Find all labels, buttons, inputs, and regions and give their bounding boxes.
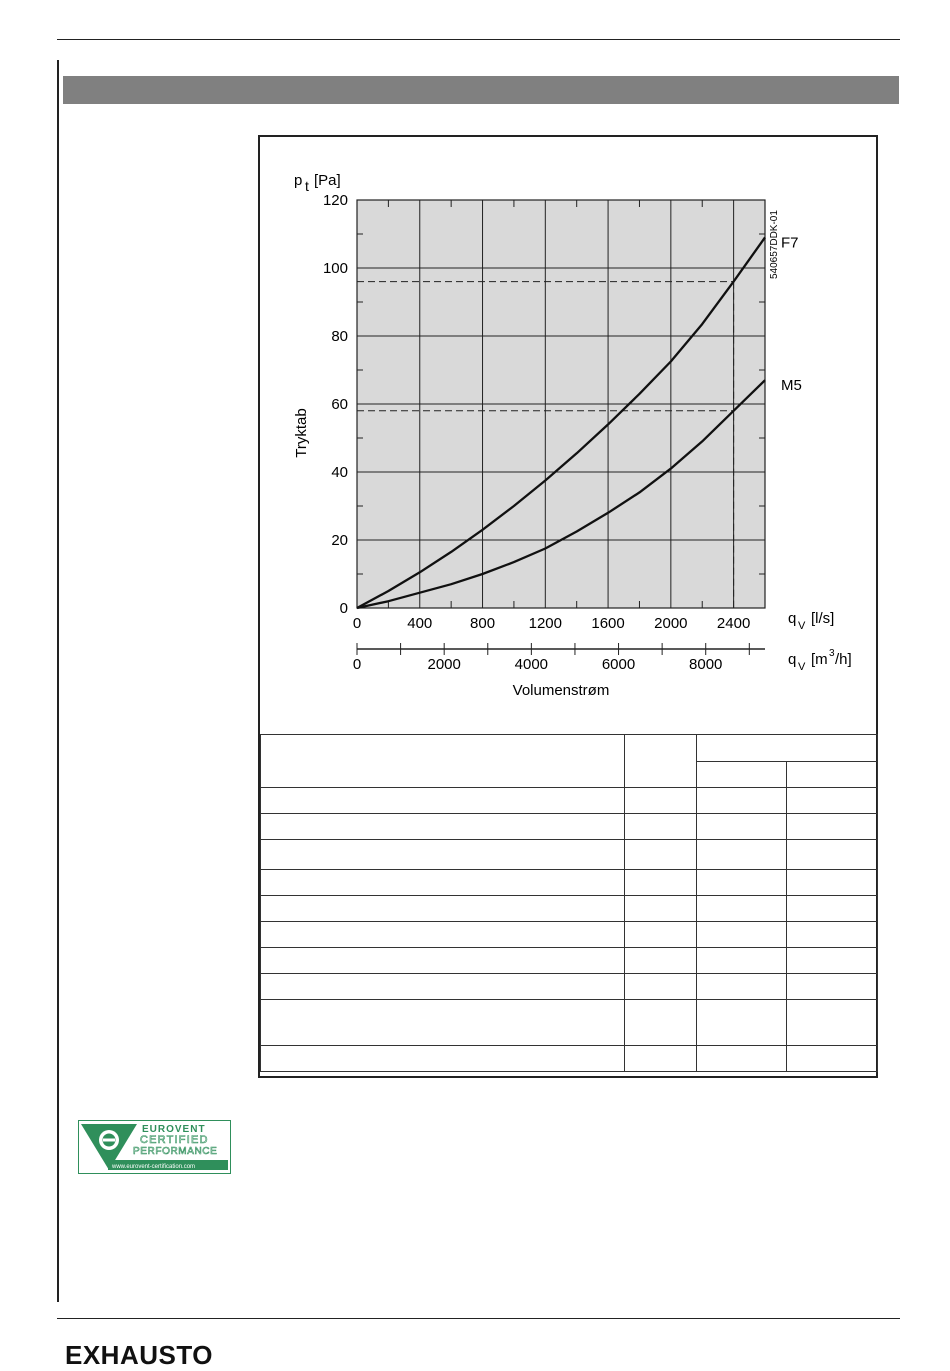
- table-cell: [696, 1046, 787, 1072]
- table-header-cell: [625, 735, 697, 788]
- series-label-M5: M5: [781, 377, 802, 395]
- table-cell: [261, 974, 625, 1000]
- table-cell: [696, 896, 787, 922]
- x-tick-label-ls: 0: [352, 615, 362, 632]
- table-cell: [696, 870, 787, 896]
- x-unit-ls-sub: V: [798, 620, 806, 632]
- table-cell: [261, 896, 625, 922]
- table-cell: [696, 814, 787, 840]
- table-cell: [625, 870, 697, 896]
- x-tick-label-m3h: 4000: [514, 656, 549, 673]
- spec-table: [260, 734, 878, 1072]
- y-axis-label: Tryktab: [293, 408, 310, 458]
- y-tick-label: 40: [331, 464, 348, 481]
- top-rule: [57, 39, 900, 40]
- series-label-F7: F7: [781, 234, 799, 252]
- table-header-cell: [696, 735, 877, 762]
- table-cell: [625, 788, 697, 814]
- x-tick-label-ls: 800: [470, 615, 496, 632]
- x-unit-m3h-post: /h]: [835, 651, 852, 668]
- table-cell: [696, 788, 787, 814]
- table-cell: [261, 922, 625, 948]
- table-cell: [625, 922, 697, 948]
- eurovent-certified-logo: [78, 1120, 231, 1174]
- table-header-cell: [261, 735, 625, 788]
- x-tick-label-m3h: 8000: [689, 656, 723, 673]
- y-unit-rest: [Pa]: [314, 172, 341, 189]
- table-cell: [625, 840, 697, 870]
- table-cell: [261, 948, 625, 974]
- table-cell: [787, 922, 878, 948]
- table-cell: [261, 814, 625, 840]
- logo-line-1: EUROVENT: [142, 1124, 206, 1135]
- table-cell: [625, 948, 697, 974]
- table-cell: [787, 948, 878, 974]
- x-tick-label-ls: 2400: [716, 615, 751, 632]
- x-axis-label: Volumenstrøm: [512, 682, 610, 699]
- table-cell: [696, 974, 787, 1000]
- table-cell: [261, 870, 625, 896]
- logo-line-2: CERTIFIED: [140, 1134, 209, 1146]
- table-cell: [625, 974, 697, 1000]
- y-tick-label: 0: [339, 600, 348, 617]
- y-unit-sub: t: [305, 178, 309, 194]
- bottom-rule: [57, 1318, 900, 1319]
- x-tick-label-ls: 1600: [591, 615, 625, 632]
- table-cell: [787, 896, 878, 922]
- table-cell: [787, 1046, 878, 1072]
- y-tick-label: 60: [331, 396, 348, 413]
- pressure-drop-chart: [260, 137, 876, 737]
- table-cell: [261, 1000, 625, 1046]
- y-tick-label: 80: [331, 328, 348, 345]
- table-cell: [696, 840, 787, 870]
- table-cell: [625, 896, 697, 922]
- x-tick-label-ls: 1200: [528, 615, 562, 632]
- x-unit-m3h-pre: [m: [811, 651, 828, 668]
- x-tick-label-m3h: 6000: [601, 656, 636, 673]
- table-cell: [625, 1000, 697, 1046]
- brand-logo: EXHAUSTO: [65, 1340, 213, 1370]
- table-cell: [261, 840, 625, 870]
- x-tick-label-m3h: 2000: [427, 656, 461, 673]
- y-unit-p: p: [294, 172, 303, 189]
- y-tick-label: 120: [322, 192, 348, 209]
- logo-line-3: PERFORMANCE: [133, 1146, 218, 1157]
- table-cell: [696, 1000, 787, 1046]
- table-cell: [787, 840, 878, 870]
- table-cell: [625, 814, 697, 840]
- table-cell: [787, 788, 878, 814]
- table-cell: [261, 788, 625, 814]
- x-tick-label-ls: 400: [407, 615, 433, 632]
- table-cell: [787, 870, 878, 896]
- table-cell: [787, 814, 878, 840]
- x-unit-ls-q: q: [788, 610, 797, 627]
- table-cell: [625, 1046, 697, 1072]
- y-tick-label: 20: [331, 532, 348, 549]
- table-cell: [787, 974, 878, 1000]
- logo-url: www.eurovent-certification.com: [112, 1164, 196, 1170]
- table-cell: [696, 948, 787, 974]
- section-header-bar: [63, 76, 899, 104]
- x-unit-m3h-q: q: [788, 651, 797, 668]
- document-code: 540657DDK-01: [769, 210, 780, 279]
- x-unit-ls-rest: [l/s]: [811, 610, 835, 627]
- x-unit-m3h-sub: V: [798, 661, 806, 673]
- table-header-cell: [787, 762, 878, 788]
- table-cell: [261, 1046, 625, 1072]
- x-tick-label-ls: 2000: [654, 615, 688, 632]
- y-tick-label: 100: [322, 260, 348, 277]
- table-cell: [696, 922, 787, 948]
- x-tick-label-m3h: 0: [352, 656, 362, 673]
- table-cell: [787, 1000, 878, 1046]
- left-margin-rule: [57, 60, 59, 1302]
- table-header-cell: [696, 762, 787, 788]
- x-unit-m3h-sup: 3: [829, 648, 835, 659]
